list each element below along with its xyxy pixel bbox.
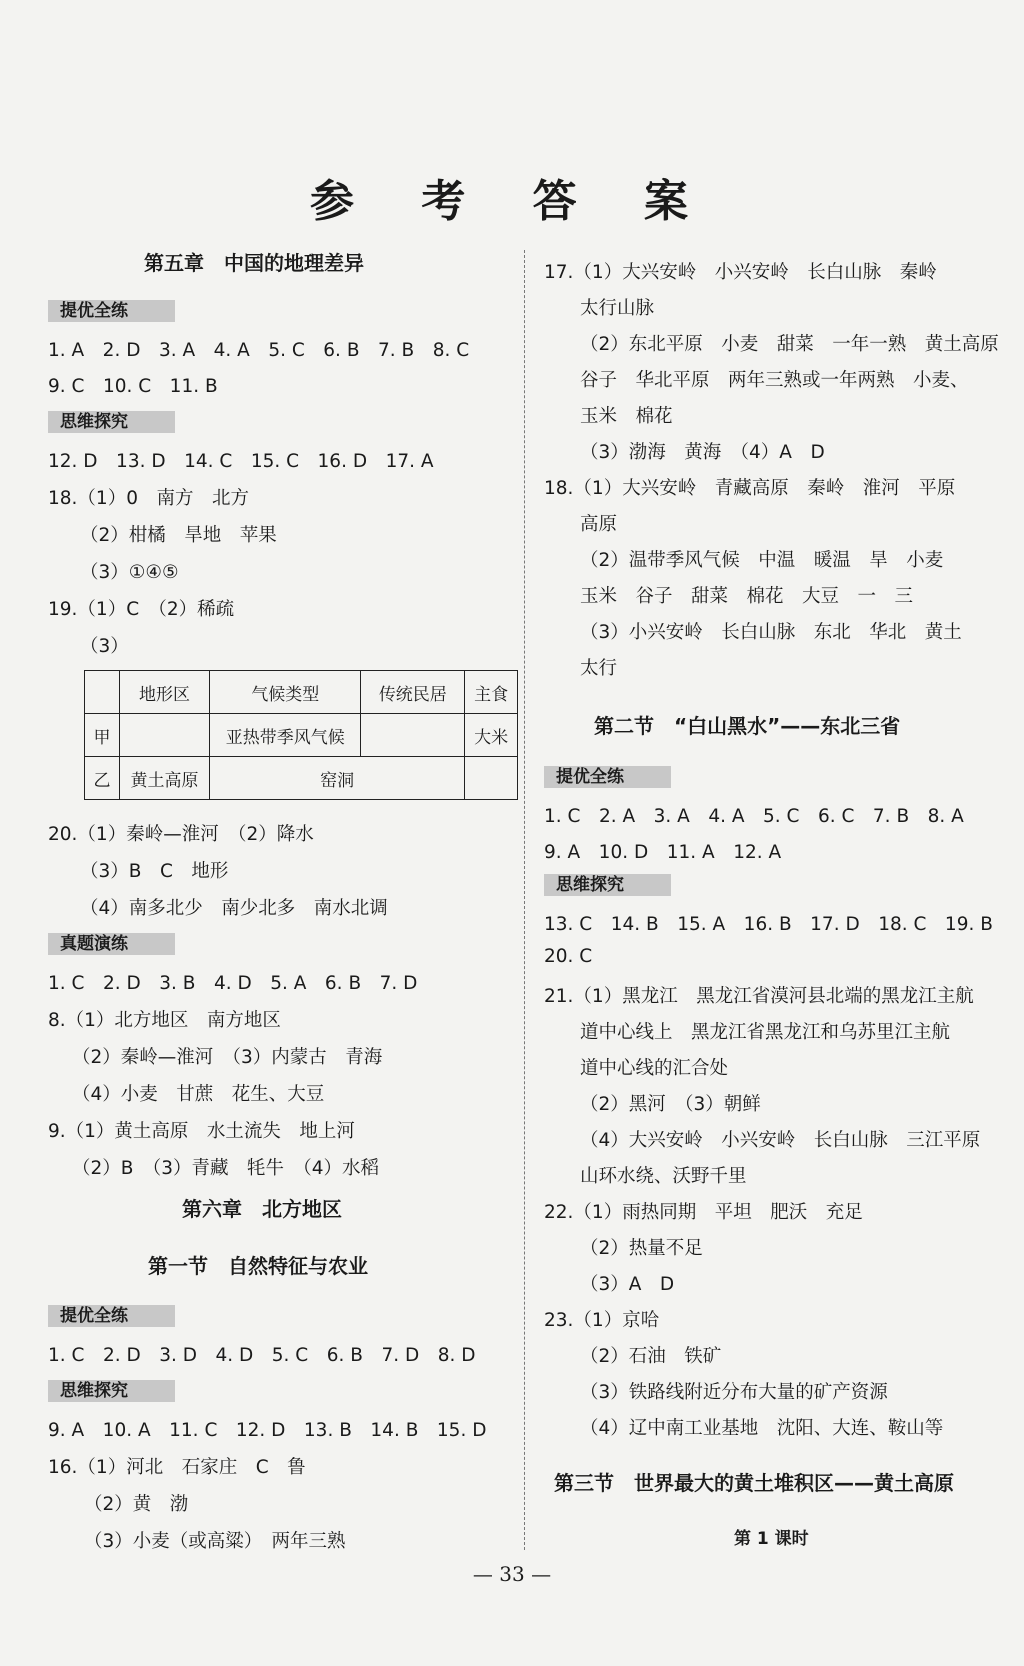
table-row (85, 757, 518, 800)
section-2-heading: 第二节 “白山黑水”——东北三省 (594, 714, 901, 738)
table-cell (85, 671, 120, 714)
answer-line: （2）秦岭—淮河 （3）内蒙古 青海 (72, 1047, 383, 1068)
answer-line: （2）石油 铁矿 (580, 1346, 722, 1367)
table-cell: 甲 (85, 714, 120, 757)
answer-line: （2）柑橘 旱地 苹果 (80, 525, 277, 546)
answer-line: 道中心线上 黑龙江省黑龙江和乌苏里江主航 (580, 1022, 951, 1043)
table-cell: 主食 (465, 671, 518, 714)
answer-line: 20.（1）秦岭—淮河 （2）降水 (48, 824, 314, 845)
answer-line: （2）东北平原 小麦 甜菜 一年一熟 黄土高原 (580, 334, 999, 355)
answer-line: （3）A D (580, 1274, 675, 1295)
answer-line: （3）渤海 黄海 （4）A D (580, 442, 825, 463)
column-divider (524, 250, 525, 1550)
page-number: — 33 — (472, 1562, 552, 1586)
table-cell: 亚热带季风气候 (210, 714, 361, 757)
answer-line: （3）B C 地形 (80, 861, 229, 882)
answer-line: （2）B （3）青藏 牦牛 （4）水稻 (72, 1158, 380, 1179)
table-cell (119, 714, 209, 757)
chapter-6-heading: 第六章 北方地区 (182, 1197, 342, 1221)
table-cell: 气候类型 (210, 671, 361, 714)
answer-line: 12. D 13. D 14. C 15. C 16. D 17. A (48, 451, 434, 472)
answer-line: （3）小麦（或高粱） 两年三熟 (84, 1531, 346, 1552)
answer-line: 谷子 华北平原 两年三熟或一年两熟 小麦、 (580, 370, 969, 391)
answer-line: （4）小麦 甘蔗 花生、大豆 (72, 1084, 325, 1105)
answer-line: 9. C 10. C 11. B (48, 376, 218, 397)
section-tag: 思维探究 (544, 874, 671, 896)
answer-line: 玉米 棉花 (580, 406, 673, 427)
answer-line: 20. C (544, 946, 593, 967)
answer-line: 19.（1）C （2）稀疏 (48, 599, 235, 620)
table-cell: 窑洞 (210, 757, 465, 800)
table-cell: 乙 (85, 757, 120, 800)
answer-line: 22.（1）雨热同期 平坦 肥沃 充足 (544, 1202, 863, 1223)
section-tag: 提优全练 (48, 1305, 175, 1327)
section-tag: 思维探究 (48, 1380, 175, 1402)
answer-line: （4）大兴安岭 小兴安岭 长白山脉 三江平原 (580, 1130, 981, 1151)
page-title: 参 考 答 案 (310, 176, 714, 227)
answer-line: （2）热量不足 (580, 1238, 703, 1259)
section-1-heading: 第一节 自然特征与农业 (148, 1254, 368, 1278)
answer-line: （2）温带季风气候 中温 暖温 旱 小麦 (580, 550, 944, 571)
answer-line: （2）黑河 （3）朝鲜 (580, 1094, 761, 1115)
answer-line: （4）辽中南工业基地 沈阳、大连、鞍山等 (580, 1418, 944, 1439)
answer-line: （3）小兴安岭 长白山脉 东北 华北 黄土 (580, 622, 962, 643)
table-cell (465, 757, 518, 800)
answer-line: 9. A 10. D 11. A 12. A (544, 842, 782, 863)
table-cell: 大米 (465, 714, 518, 757)
answer-line: 1. C 2. A 3. A 4. A 5. C 6. C 7. B 8. A (544, 806, 964, 827)
answer-line: 23.（1）京哈 (544, 1310, 660, 1331)
answer-line: 13. C 14. B 15. A 16. B 17. D 18. C 19. B (544, 914, 993, 935)
table-cell: 黄土高原 (119, 757, 209, 800)
answer-line: 太行 (580, 658, 618, 679)
answer-line: 9.（1）黄土高原 水土流失 地上河 (48, 1121, 355, 1142)
lesson-subheading: 第 1 课时 (734, 1529, 809, 1549)
answer-line: 18.（1）0 南方 北方 (48, 488, 249, 509)
answer-line: 山环水绕、沃野千里 (580, 1166, 747, 1187)
section-tag: 思维探究 (48, 411, 175, 433)
chapter-5-heading: 第五章 中国的地理差异 (144, 251, 364, 275)
answer-line: 21.（1）黑龙江 黑龙江省漠河县北端的黑龙江主航 (544, 986, 974, 1007)
answer-line: 玉米 谷子 甜菜 棉花 大豆 一 三 (580, 586, 914, 607)
section-tag: 提优全练 (48, 300, 175, 322)
answer-line: 8.（1）北方地区 南方地区 (48, 1010, 281, 1031)
answer-line: 1. C 2. D 3. B 4. D 5. A 6. B 7. D (48, 973, 418, 994)
table-cell: 传统民居 (361, 671, 465, 714)
answer-line: 高原 (580, 514, 618, 535)
answer-line: （4）南多北少 南少北多 南水北调 (80, 898, 388, 919)
section-tag: 真题演练 (48, 933, 175, 955)
answer-line: （3） (80, 636, 129, 657)
answer-line: 太行山脉 (580, 298, 655, 319)
answer-line: （3）①④⑤ (80, 562, 179, 583)
answer-line: （3）铁路线附近分布大量的矿产资源 (580, 1382, 888, 1403)
answer-line: 17.（1）大兴安岭 小兴安岭 长白山脉 秦岭 (544, 262, 937, 283)
answer-line: 9. A 10. A 11. C 12. D 13. B 14. B 15. D (48, 1420, 487, 1441)
answer-table (84, 670, 518, 800)
table-cell: 地形区 (119, 671, 209, 714)
section-3-heading: 第三节 世界最大的黄土堆积区——黄土高原 (554, 1471, 954, 1495)
table-row (85, 671, 518, 714)
table-cell (361, 714, 465, 757)
answer-line: （2）黄 渤 (84, 1494, 189, 1515)
answer-line: 1. A 2. D 3. A 4. A 5. C 6. B 7. B 8. C (48, 340, 470, 361)
answer-line: 16.（1）河北 石家庄 C 鲁 (48, 1457, 306, 1478)
answer-line: 18.（1）大兴安岭 青藏高原 秦岭 淮河 平原 (544, 478, 956, 499)
answer-line: 道中心线的汇合处 (580, 1058, 729, 1079)
answer-line: 1. C 2. D 3. D 4. D 5. C 6. B 7. D 8. D (48, 1345, 476, 1366)
table-row (85, 714, 518, 757)
section-tag: 提优全练 (544, 766, 671, 788)
